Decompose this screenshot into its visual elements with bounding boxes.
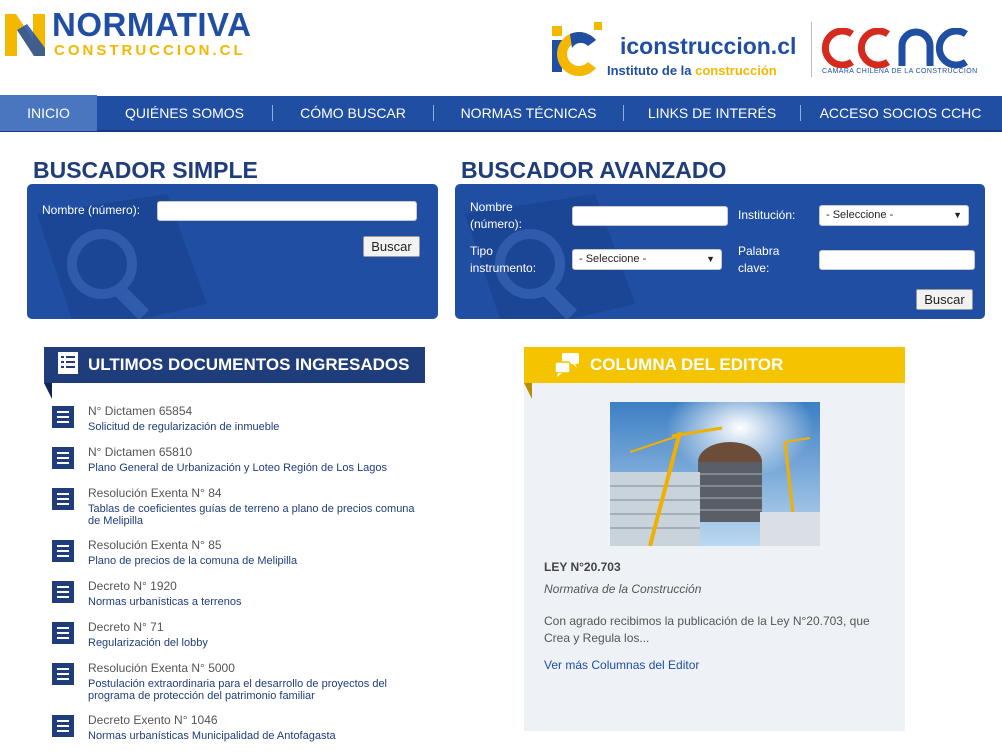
header-divider: [811, 22, 812, 77]
column-subtitle: Normativa de la Construcción: [544, 582, 702, 596]
document-icon: [52, 622, 74, 644]
ultimos-documentos-title: ULTIMOS DOCUMENTOS INGRESADOS: [88, 355, 410, 374]
document-title[interactable]: Resolución Exenta N° 84: [88, 486, 222, 500]
palabra-label-1: Palabra: [738, 244, 780, 258]
institucion-select-value: - Seleccione -: [826, 209, 894, 221]
institucion-select[interactable]: [819, 205, 969, 226]
column-excerpt: Con agrado recibimos la publicación de la Ley N°20.703, que Crea y Regula los...: [544, 614, 870, 645]
logo-normativa-text[interactable]: NORMATIVA: [52, 6, 252, 43]
site-header: [0, 0, 1002, 96]
nav-item-quienes-somos[interactable]: QUIÉNES SOMOS: [124, 105, 245, 121]
palabra-clave-label: [738, 243, 779, 277]
advanced-search-title: BUSCADOR AVANZADO: [461, 157, 727, 183]
nav-item-inicio[interactable]: INICIO: [0, 95, 97, 131]
chat-bubbles-icon: [553, 352, 581, 378]
document-description[interactable]: Plano General de Urbanización y Loteo Región de Los Lagos: [88, 462, 388, 474]
document-icon: [52, 406, 74, 428]
document-description[interactable]: Normas urbanísticas a terrenos: [88, 596, 242, 608]
banner-fold: [524, 383, 532, 399]
iconstruccion-brand[interactable]: iconstruccion.cl: [620, 33, 797, 59]
document-list-icon: [58, 352, 78, 374]
simple-search-title: BUSCADOR SIMPLE: [33, 157, 258, 183]
document-icon: [52, 540, 74, 562]
nav-item-como-buscar[interactable]: CÓMO BUSCAR: [300, 105, 406, 121]
normativa-logo-icon[interactable]: [3, 10, 49, 58]
advanced-nombre-label-1: Nombre: [470, 200, 513, 214]
document-title[interactable]: Decreto Exento N° 1046: [88, 713, 218, 727]
nav-item-links-de-interes[interactable]: LINKS DE INTERÉS: [647, 105, 777, 121]
document-title[interactable]: Resolución Exenta N° 85: [88, 538, 222, 552]
palabra-clave-input[interactable]: [819, 250, 975, 270]
tipo-label-2: instrumento:: [470, 261, 537, 275]
nav-item-acceso-socios[interactable]: ACCESO SOCIOS CCHC: [819, 105, 982, 121]
document-icon: [52, 488, 74, 510]
dropdown-arrow-icon: ▼: [953, 210, 962, 220]
document-icon: [52, 581, 74, 603]
document-icon: [52, 715, 74, 737]
cchc-logo-icon[interactable]: [818, 28, 970, 68]
document-icon: [52, 663, 74, 685]
simple-search-button[interactable]: Buscar: [363, 236, 420, 257]
document-description[interactable]: Regularización del lobby: [88, 637, 208, 649]
document-icon: [52, 447, 74, 469]
iconstruccion-subtitle: [607, 63, 777, 78]
simple-nombre-input[interactable]: [157, 201, 417, 221]
advanced-nombre-input[interactable]: [572, 206, 728, 226]
palabra-label-2: clave:: [738, 261, 770, 275]
advanced-search-button[interactable]: Buscar: [916, 289, 973, 310]
institucion-label: Institución:: [738, 208, 796, 222]
document-title[interactable]: Resolución Exenta N° 5000: [88, 661, 235, 675]
tipo-instrumento-select[interactable]: [572, 249, 722, 270]
tipo-label-1: Tipo: [470, 244, 493, 258]
document-description[interactable]: Postulación extraordinaria para el desarrollo de proyectos del programa de protección del patrimonio familiar: [88, 678, 388, 702]
advanced-nombre-label: [470, 199, 522, 233]
nav-item-normas-tecnicas[interactable]: NORMAS TÉCNICAS: [460, 105, 597, 121]
ic-sub-a: Instituto de la: [607, 63, 696, 78]
document-description[interactable]: Tablas de coeficientes guías de terreno a plano de precios comuna de Melipilla: [88, 503, 415, 527]
logo-construccion-text[interactable]: CONSTRUCCION.CL: [54, 42, 246, 59]
advanced-search-panel: [455, 184, 985, 319]
iconstruccion-logo-icon[interactable]: [546, 22, 606, 78]
dropdown-arrow-icon: ▼: [706, 254, 715, 264]
document-title[interactable]: Decreto N° 71: [88, 620, 164, 634]
ver-mas-columnas-link[interactable]: Ver más Columnas del Editor: [544, 658, 700, 672]
columna-editor-title: COLUMNA DEL EDITOR: [590, 355, 784, 374]
advanced-nombre-label-2: (número):: [470, 217, 523, 231]
document-title[interactable]: Decreto N° 1920: [88, 579, 177, 593]
column-law-title[interactable]: LEY N°20.703: [544, 560, 621, 574]
tipo-label: [470, 243, 536, 277]
document-description[interactable]: Solicitud de regularización de inmueble: [88, 421, 280, 433]
document-title[interactable]: N° Dictamen 65854: [88, 404, 193, 418]
ic-sub-b: construcción: [695, 63, 777, 78]
simple-search-panel: [27, 184, 438, 319]
banner-fold: [44, 383, 52, 399]
main-nav: [0, 96, 1002, 132]
document-title[interactable]: N° Dictamen 65810: [88, 445, 193, 459]
cchc-subtitle: CAMARA CHILENA DE LA CONSTRUCCION: [822, 68, 978, 75]
simple-nombre-label: Nombre (número):: [42, 203, 141, 217]
construction-photo[interactable]: [610, 402, 820, 546]
document-description[interactable]: Normas urbanísticas Municipalidad de Antofagasta: [88, 730, 336, 742]
document-description[interactable]: Plano de precios de la comuna de Melipilla: [88, 555, 298, 567]
tipo-select-value: - Seleccione -: [579, 253, 647, 265]
